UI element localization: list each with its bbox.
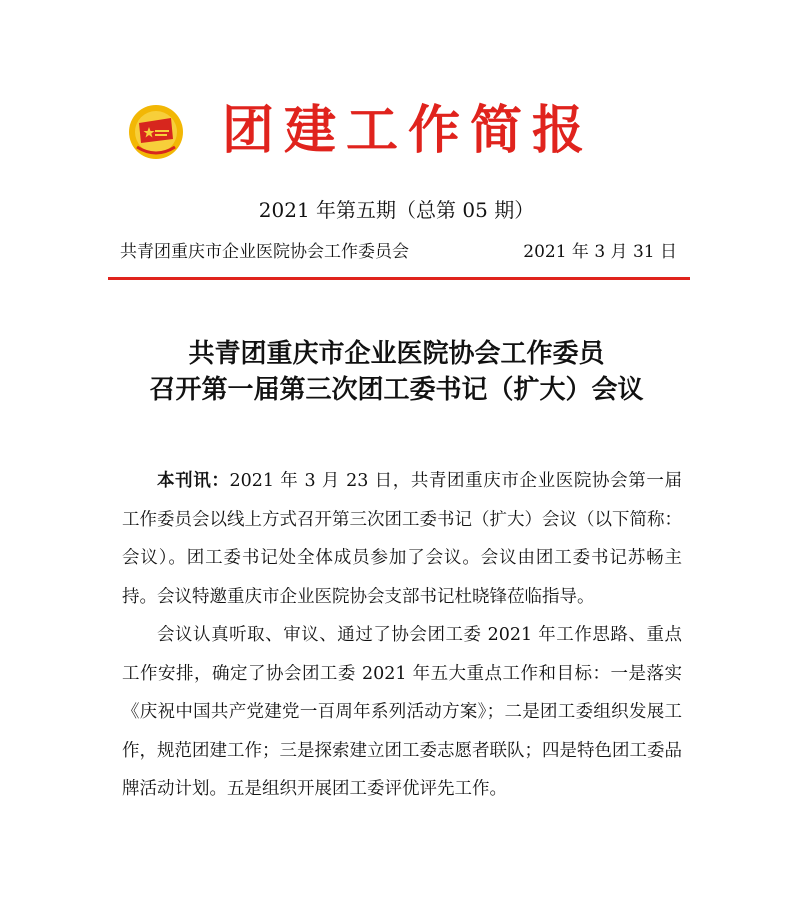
headline-line-2: 召开第一届第三次团工委书记（扩大）会议: [149, 375, 644, 405]
paragraph-2: 会议认真听取、审议、通过了协会团工委 2021 年工作思路、重点工作安排，确定了协会团工委 2021 年五大重点工作和目标：一是落实《庆祝中国共产党建党一百周年系列活动方案》；二是团工委组织发展工作，规范团建工作；三是探索建立团工委志愿者联队；四是特色团工委品牌活动计划。五是组织开展团工委评优评先工作。: [122, 625, 682, 799]
paragraph-1-text: 2021 年 3 月 23 日，共青团重庆市企业医院协会第一届工作委员会以线上方式召开第三次团工委书记（扩大）会议（以下简称：会议）。团工委书记处全体成员参加了会议。会议由团工委书记苏畅主持。会议特邀重庆市企业医院协会支部书记杜晓锋莅临指导。: [122, 471, 682, 607]
paragraph-1: [122, 462, 682, 616]
article-body: [122, 462, 682, 809]
red-divider: [108, 277, 690, 280]
masthead-title: 团建工作简报: [222, 100, 595, 161]
headline-line-1: 共青团重庆市企业医院协会工作委员: [188, 339, 605, 369]
publish-date: 2021 年 3 月 31 日: [523, 242, 677, 262]
issue-number: 2021 年第五期（总第 05 期）: [258, 198, 535, 222]
article-headline: [0, 336, 793, 408]
publisher-org: 共青团重庆市企业医院协会工作委员会: [120, 242, 409, 262]
lead-label: 本刊讯：: [157, 471, 230, 491]
youth-league-emblem-icon: [127, 103, 185, 161]
